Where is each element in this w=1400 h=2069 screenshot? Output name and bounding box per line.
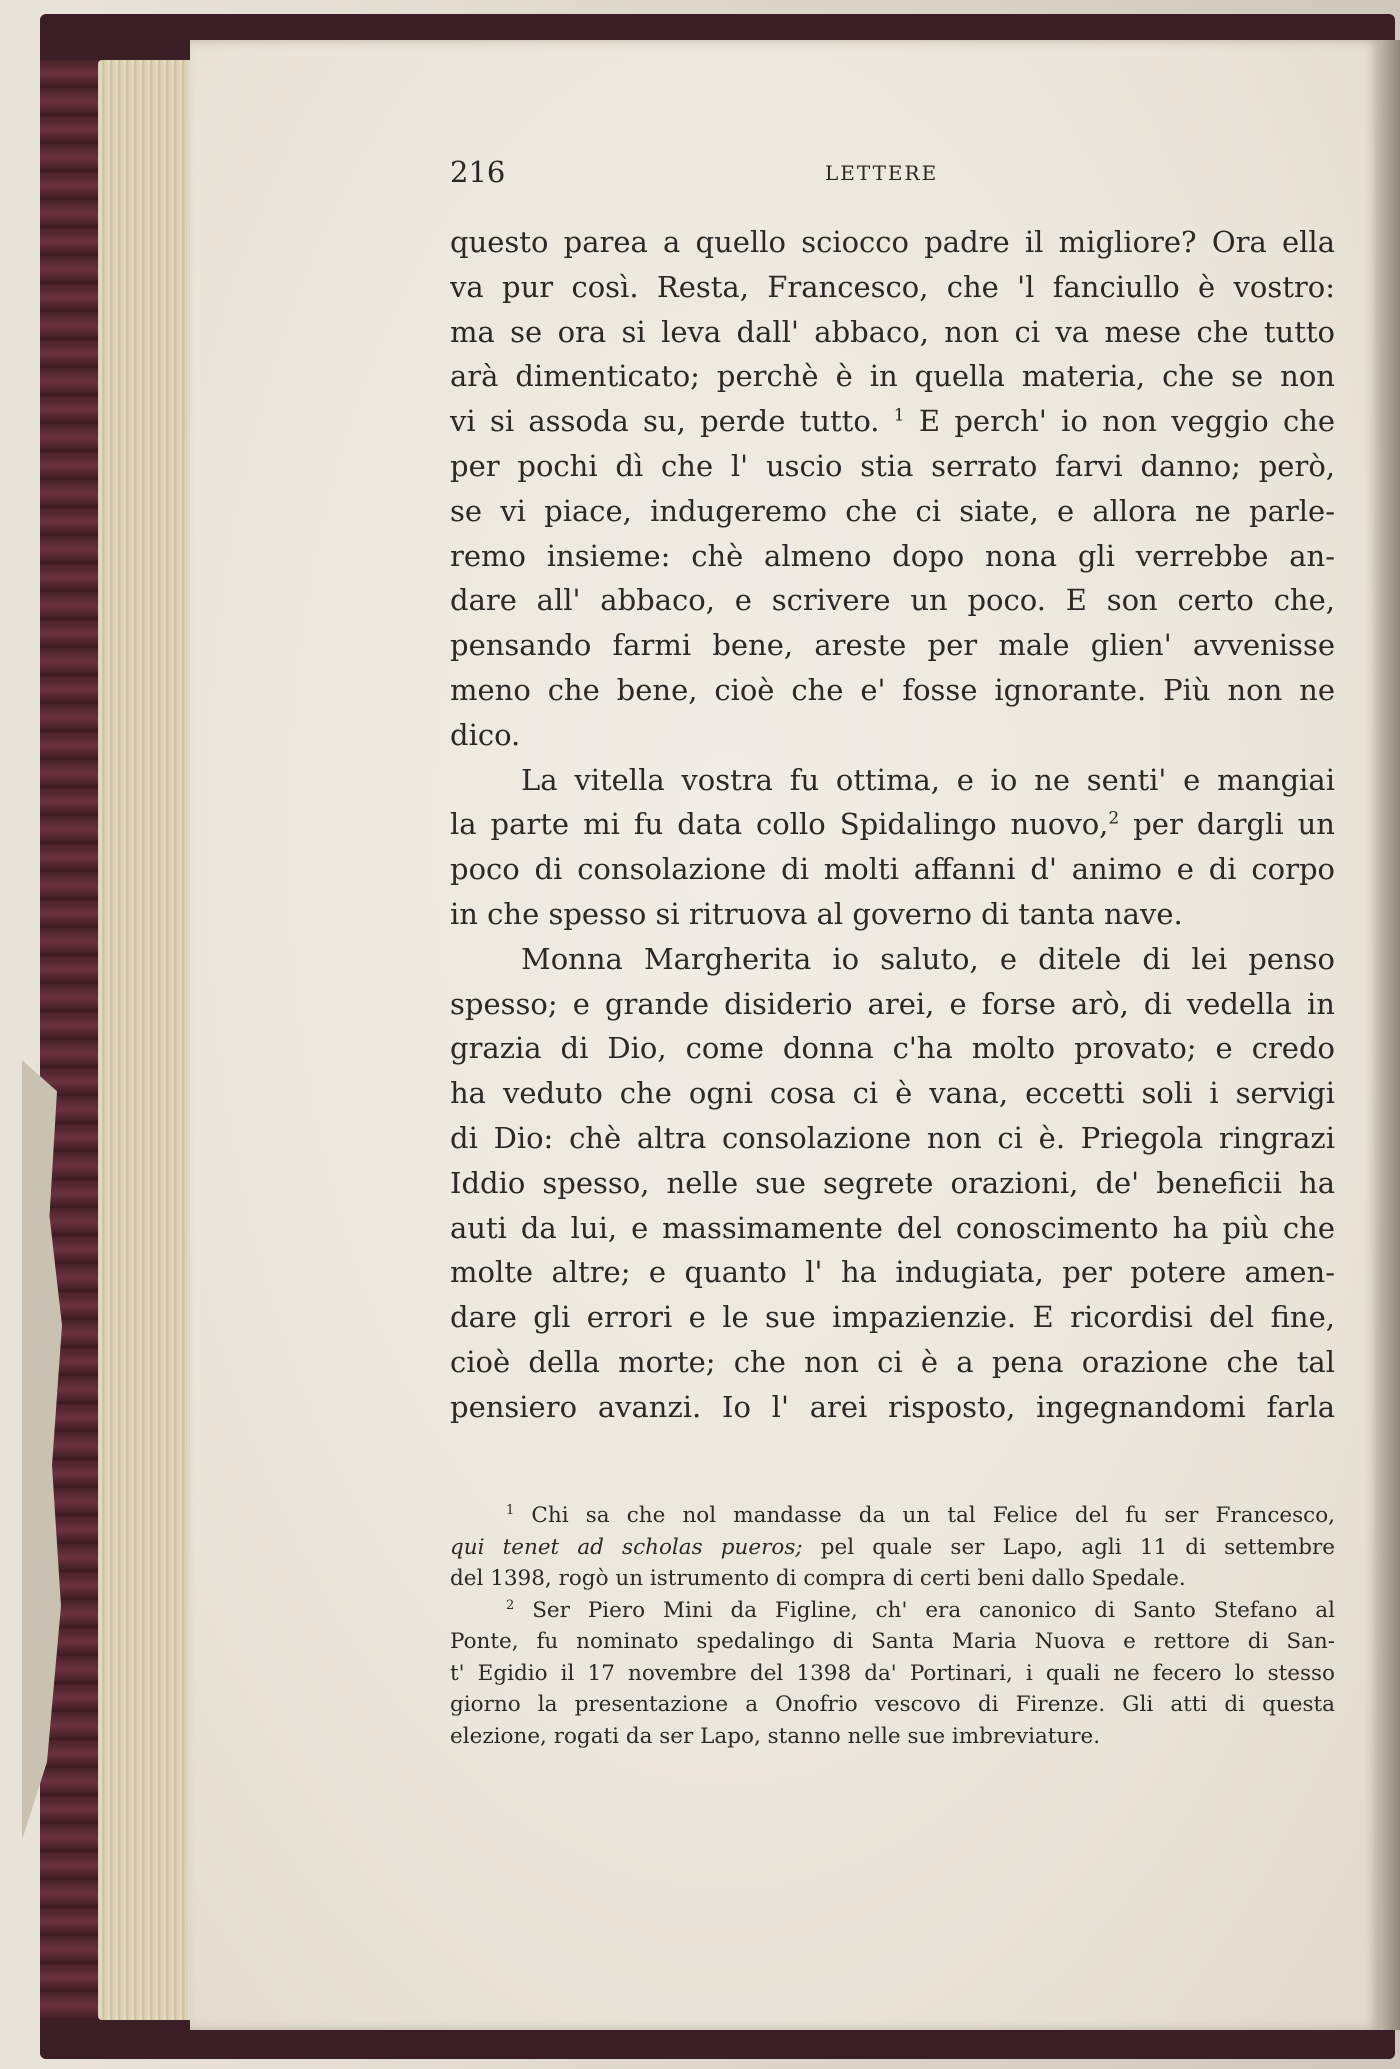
text-line: in che spesso si ritruova al governo di tanta nave. (450, 896, 1183, 931)
footnotes (450, 1500, 1335, 1752)
text-segment: per dargli un (1133, 807, 1335, 842)
text-line: ma se ora si leva dall' abbaco, non ci va mese che tutto (450, 314, 1335, 349)
italic-latin-quote: qui tenet ad scholas pueros; (450, 1534, 803, 1560)
text-line (450, 802, 1335, 847)
running-head (260, 125, 1300, 189)
text-segment: vi si assoda su, perde tutto. (450, 404, 880, 439)
text-segment: pel quale ser Lapo, agli 11 di settembre (820, 1534, 1335, 1560)
text-line: per pochi dì che l' uscio stia serrato farvi danno; però, (450, 448, 1335, 483)
text-line: ha veduto che ogni cosa ci è vana, eccetti soli i servigi (450, 1076, 1335, 1111)
text-line: pensando farmi bene, areste per male glien' avvenisse (450, 628, 1335, 663)
text-line: cioè della morte; che non ci è a pena orazione che tal (450, 1344, 1335, 1379)
text-line: spesso; e grande disiderio arei, e forse arò, di vedella in (450, 986, 1335, 1021)
text-line: se vi piace, indugeremo che ci siate, e allora ne parle- (450, 493, 1335, 528)
page-stack-edge (98, 60, 198, 2020)
footnote-mark: 1 (506, 1502, 515, 1518)
page-number: 216 (450, 155, 506, 189)
text-line: La vitella vostra fu ottima, e io ne senti' e mangiai (521, 762, 1335, 797)
footnote-line (450, 1595, 1335, 1627)
text-line: grazia di Dio, come donna c'ha molto provato; e credo (450, 1031, 1335, 1066)
footnote-ref-1: 1 (893, 405, 905, 426)
text-line: dico. (450, 717, 521, 752)
text-line: auti da lui, e massimamente del conoscimento ha più che (450, 1210, 1335, 1245)
text-segment: la parte mi fu data collo Spidalingo nuovo, (450, 807, 1109, 842)
text-line: va pur così. Resta, Francesco, che 'l fanciullo è vostro: (450, 269, 1335, 304)
page-content (260, 125, 1336, 1749)
text-line: di Dio: chè altra consolazione non ci è. Priegola ringrazi (450, 1120, 1335, 1155)
footnote-line: del 1398, rogò un istrumento di compra di certi beni dallo Spedale. (450, 1566, 1186, 1591)
footnote-line: t' Egidio il 17 novembre del 1398 da' Portinari, i quali ne fecero lo stesso (450, 1660, 1335, 1686)
text-line (450, 399, 1335, 444)
text-segment: E perch' io non veggio che (918, 404, 1336, 439)
body-text (450, 220, 1335, 1430)
text-segment: Ser Piero Mini da Figline, ch' era canonico di Santo Stefano al (532, 1597, 1335, 1623)
footnote-ref-2: 2 (1108, 808, 1120, 829)
text-line: poco di consolazione di molti affanni d' animo e di corpo (450, 852, 1335, 887)
text-line: pensiero avanzi. Io l' arei risposto, ingegnandomi farla (450, 1389, 1335, 1424)
footnote-line: elezione, rogati da ser Lapo, stanno nelle sue imbreviature. (450, 1723, 1101, 1749)
text-line: molte altre; e quanto l' ha indugiata, per potere amen- (450, 1255, 1335, 1290)
footnote-line: Ponte, fu nominato spedalingo di Santa Maria Nuova e rettore di San- (450, 1629, 1335, 1654)
text-line: dare all' abbaco, e scrivere un poco. E son certo che, (450, 583, 1335, 618)
text-line: Iddio spesso, nelle sue segrete orazioni, de' beneficii ha (450, 1165, 1335, 1200)
footnote-line (450, 1500, 1335, 1532)
text-segment: Chi sa che nol mandasse da un tal Felice del fu ser Francesco, (531, 1503, 1335, 1528)
text-line: meno che bene, cioè che e' fosse ignorante. Più non ne (450, 672, 1335, 707)
footnote-line: giorno la presentazione a Onofrio vescovo di Firenze. Gli atti di questa (450, 1692, 1335, 1717)
text-line: remo insieme: chè almeno dopo nona gli verrebbe an- (450, 538, 1335, 573)
text-line: Monna Margherita io saluto, e ditele di lei penso (521, 941, 1335, 976)
running-title: LETTERE (825, 161, 939, 185)
text-line: arà dimenticato; perchè è in quella materia, che se non (450, 359, 1335, 394)
footnote-mark: 2 (506, 1597, 515, 1613)
text-line: dare gli errori e le sue impazienzie. E ricordisi del fine, (450, 1300, 1335, 1335)
text-line: questo parea a quello sciocco padre il migliore? Ora ella (450, 225, 1335, 259)
footnote-line (450, 1532, 1335, 1564)
facing-page-edge (1380, 40, 1400, 2030)
